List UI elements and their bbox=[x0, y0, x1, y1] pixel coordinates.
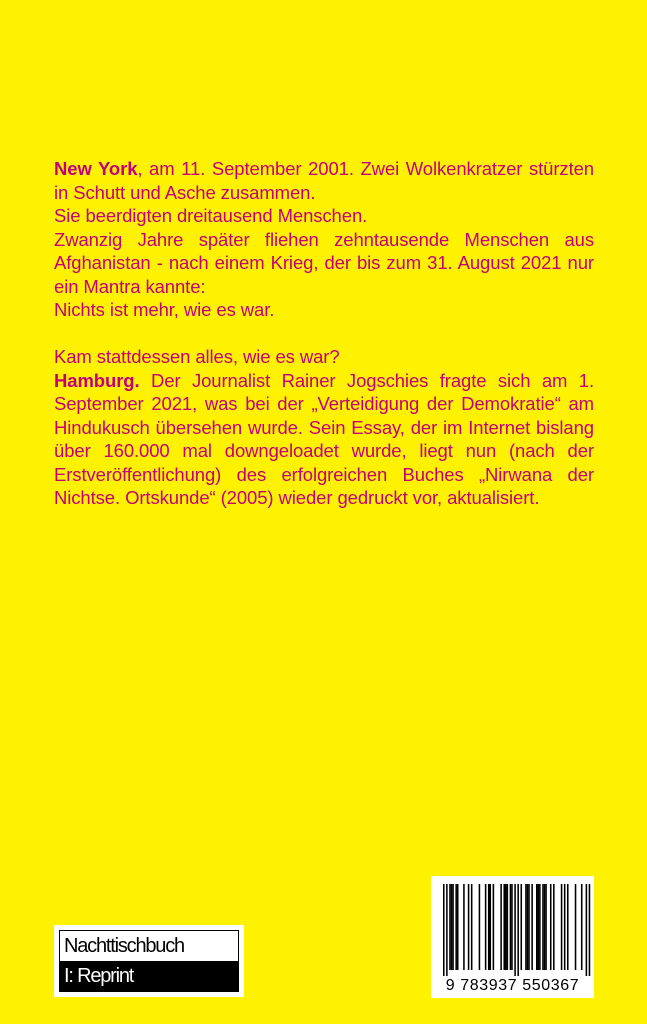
isbn-barcode bbox=[431, 876, 594, 998]
barcode-bar bbox=[452, 884, 454, 970]
barcode-bar bbox=[528, 884, 530, 970]
barcode-bar bbox=[490, 884, 492, 970]
imprint-series: Nachttischbuch bbox=[60, 931, 238, 961]
barcode-bar bbox=[457, 884, 459, 970]
hamburg-text: Der Journalist Rainer Jogschies fragte sich am 1. September 2021, was bei der „Verteidigung der Demokratie“ am Hindukusch übersehen wurde. Sein Essay, der im Internet bislang über 160.000 mal downgeloadet wurde, liegt nun (nach der Erstveröffentlichung) des erfolgreichen Buches „Nirwana der Nichtse. Ortskunde“ (2005) wieder gedruckt vor, aktualisiert. bbox=[54, 369, 594, 508]
barcode-bar bbox=[485, 884, 487, 970]
barcode-bar bbox=[510, 884, 512, 970]
barcode-bar bbox=[468, 884, 470, 970]
barcode-bar bbox=[544, 884, 546, 970]
barcode-bar bbox=[564, 884, 566, 970]
barcode-bar bbox=[581, 884, 583, 970]
barcode-bar bbox=[517, 884, 519, 976]
imprint-subtitle: I: Reprint bbox=[60, 961, 238, 991]
barcode-bar bbox=[536, 884, 538, 970]
barcode-bar bbox=[479, 884, 481, 970]
barcode-bar bbox=[443, 884, 445, 976]
barcode-bar bbox=[527, 884, 529, 970]
barcode-bar bbox=[525, 884, 527, 970]
barcode-bar bbox=[575, 884, 577, 970]
barcode-bar bbox=[531, 884, 533, 970]
paragraph-mantra: Nichts ist mehr, wie es war. bbox=[54, 299, 275, 320]
isbn-number: 9 783937 550367 bbox=[445, 977, 580, 994]
barcode-bar bbox=[567, 884, 569, 970]
barcode-bar bbox=[561, 884, 563, 970]
barcode-bar bbox=[446, 884, 448, 976]
paragraph-hamburg bbox=[54, 369, 594, 510]
barcode-bar bbox=[542, 884, 544, 970]
barcode-bar bbox=[449, 884, 451, 970]
barcode-bar bbox=[586, 884, 588, 976]
barcode-bar bbox=[521, 884, 523, 970]
city-new-york: New York bbox=[54, 158, 138, 179]
paragraph-dead: Sie beerdigten dreitausend Menschen. bbox=[54, 205, 368, 226]
barcode-bars bbox=[431, 876, 594, 976]
paragraph-new-york bbox=[54, 157, 594, 204]
barcode-bar bbox=[545, 884, 547, 970]
barcode-bar bbox=[493, 884, 495, 970]
paragraph-question: Kam stattdessen alles, wie es war? bbox=[54, 346, 340, 367]
city-hamburg: Hamburg. bbox=[54, 369, 140, 391]
barcode-bar bbox=[500, 884, 502, 970]
barcode-bar bbox=[451, 884, 453, 970]
new-york-text: , am 11. September 2001. Zwei Wolkenkratzer stürzten in Schutt und Asche zusammen. bbox=[54, 158, 594, 203]
barcode-bar bbox=[507, 884, 509, 970]
barcode-bar bbox=[455, 884, 457, 970]
back-cover-blurb bbox=[54, 157, 594, 510]
barcode-bar bbox=[539, 884, 541, 970]
barcode-bar bbox=[471, 884, 473, 970]
barcode-bar bbox=[514, 884, 516, 976]
barcode-bar bbox=[503, 884, 505, 970]
barcode-bar bbox=[550, 884, 552, 970]
barcode-bar bbox=[505, 884, 507, 970]
paragraph-afghanistan: Zwanzig Jahre später fliehen zehntausende Menschen aus Afghanistan - nach einem Krieg, der bis zum 31. August 2021 nur ein Mantra kannte: bbox=[54, 228, 594, 297]
barcode-bar bbox=[511, 884, 513, 970]
paragraph-gap bbox=[54, 322, 594, 346]
barcode-bar bbox=[463, 884, 465, 970]
barcode-bar bbox=[488, 884, 490, 970]
imprint-frame bbox=[59, 930, 239, 992]
barcode-bar bbox=[553, 884, 555, 970]
barcode-bar bbox=[538, 884, 540, 970]
publisher-imprint-logo bbox=[54, 925, 244, 997]
barcode-bar bbox=[589, 884, 591, 976]
